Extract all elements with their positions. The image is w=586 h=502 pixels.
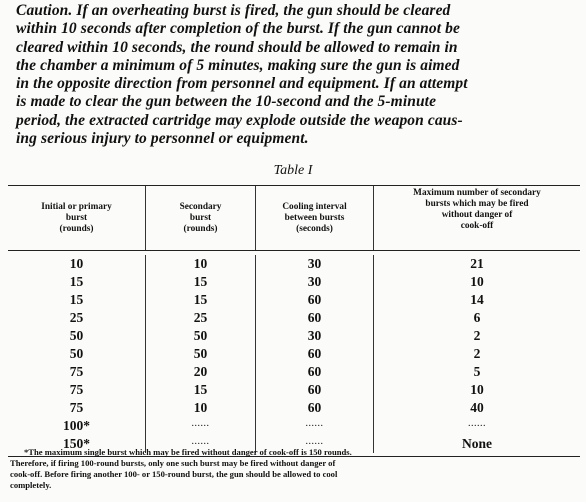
table-cell: 2 xyxy=(373,345,580,363)
table-body xyxy=(8,251,580,456)
table-cell: 50 xyxy=(69,328,84,343)
table-cell: 14 xyxy=(373,291,580,309)
table-row xyxy=(8,417,580,435)
table-cell: 75 xyxy=(69,382,84,397)
table-cell: 15 xyxy=(69,274,84,289)
caution-line: within 10 seconds after completion of the burst. If the gun cannot be xyxy=(16,20,460,38)
footnote-line: completely. xyxy=(10,480,52,490)
table-cell: 30 xyxy=(255,255,373,273)
table-cell: 15 xyxy=(145,291,255,309)
table-cell: 2 xyxy=(373,327,580,345)
table-cell: 60 xyxy=(255,345,373,363)
table-cell: 10 xyxy=(145,399,255,417)
table-cell: 10 xyxy=(69,256,84,271)
table-cell: None xyxy=(373,435,580,453)
caution-line: the chamber a minimum of 5 minutes, making sure the gun is aimed xyxy=(16,56,460,74)
table-cell: 20 xyxy=(145,363,255,381)
table-cell: 60 xyxy=(255,363,373,381)
header-secondary-burst xyxy=(145,186,255,250)
header-line: between bursts xyxy=(284,212,345,223)
table-cell: 30 xyxy=(255,327,373,345)
caution-paragraph xyxy=(16,2,576,148)
table-title: Table I xyxy=(273,163,313,178)
table-row xyxy=(8,309,580,327)
header-line: burst xyxy=(189,212,212,223)
header-max-secondary-bursts xyxy=(373,186,580,250)
header-line: Maximum number of secondary xyxy=(413,188,541,198)
table-cell: 30 xyxy=(255,273,373,291)
cook-off-table xyxy=(8,185,580,457)
table-row xyxy=(8,345,580,363)
footnote-line: Therefore, if firing 100-round bursts, only one such burst may be fired without danger of xyxy=(10,458,336,468)
table-cell: ...... xyxy=(145,435,255,453)
header-line: bursts which may be fired xyxy=(425,199,529,209)
table-row xyxy=(8,327,580,345)
table-cell: 50 xyxy=(145,327,255,345)
table-cell: 5 xyxy=(373,363,580,381)
table-row xyxy=(8,255,580,273)
table-row xyxy=(8,363,580,381)
table-cell: 10 xyxy=(373,381,580,399)
table-header-row xyxy=(8,186,580,251)
table-cell: 60 xyxy=(255,381,373,399)
table-cell: 75 xyxy=(69,400,84,415)
table-cell: 50 xyxy=(145,345,255,363)
table-cell: ...... xyxy=(255,435,373,453)
table-row xyxy=(8,381,580,399)
header-cooling-interval xyxy=(255,186,373,250)
table-row xyxy=(8,399,580,417)
header-line: Cooling interval xyxy=(282,201,347,212)
table-row xyxy=(8,273,580,291)
table-cell: 15 xyxy=(69,292,84,307)
table-cell: 40 xyxy=(373,399,580,417)
table-cell: ...... xyxy=(255,417,373,435)
header-line: Secondary xyxy=(179,201,222,212)
header-line: burst xyxy=(65,212,88,223)
table-cell: 15 xyxy=(145,381,255,399)
header-line: Initial or primary xyxy=(41,201,112,212)
caution-line: in the opposite direction from personnel and equipment. If an attempt xyxy=(16,75,468,93)
header-line: without danger of xyxy=(441,210,513,220)
header-initial-burst xyxy=(8,186,145,250)
header-line: cook-off xyxy=(460,221,494,231)
table-cell: 50 xyxy=(69,346,84,361)
caution-line: is made to clear the gun between the 10-second and the 5-minute xyxy=(16,93,437,111)
table-row xyxy=(8,291,580,309)
table-cell: 75 xyxy=(69,364,84,379)
table-cell: 15 xyxy=(145,273,255,291)
caution-line: period, the extracted cartridge may explode outside the weapon caus- xyxy=(16,111,463,129)
table-cell: 10 xyxy=(373,273,580,291)
caution-line: ing serious injury to personnel or equipment. xyxy=(16,130,309,148)
table-cell: 60 xyxy=(255,309,373,327)
table-cell: 6 xyxy=(373,309,580,327)
table-cell: 60 xyxy=(255,291,373,309)
header-line: (rounds) xyxy=(59,223,94,234)
footnote-line: *The maximum single burst which may be fired without danger of cook-off is 150 rounds. xyxy=(24,447,352,457)
table-cell: ...... xyxy=(145,417,255,435)
table-footnote xyxy=(10,447,578,491)
caution-line: Caution. If an overheating burst is fired, the gun should be cleared xyxy=(16,2,451,19)
caution-line: cleared within 10 seconds, the round should be allowed to remain in xyxy=(16,38,458,56)
table-cell: ...... xyxy=(373,417,580,435)
table-cell: 60 xyxy=(255,399,373,417)
header-line: (rounds) xyxy=(183,223,218,234)
table-cell: 10 xyxy=(145,255,255,273)
table-cell: 21 xyxy=(373,255,580,273)
table-cell: 25 xyxy=(69,310,84,325)
table-cell: 25 xyxy=(145,309,255,327)
header-line: (seconds) xyxy=(296,223,333,234)
table-cell: 150* xyxy=(63,436,90,451)
table-cell: 100* xyxy=(63,418,90,433)
footnote-line: cook-off. Before firing another 100- or 150-round burst, the gun should be allowed to cool xyxy=(10,469,338,479)
